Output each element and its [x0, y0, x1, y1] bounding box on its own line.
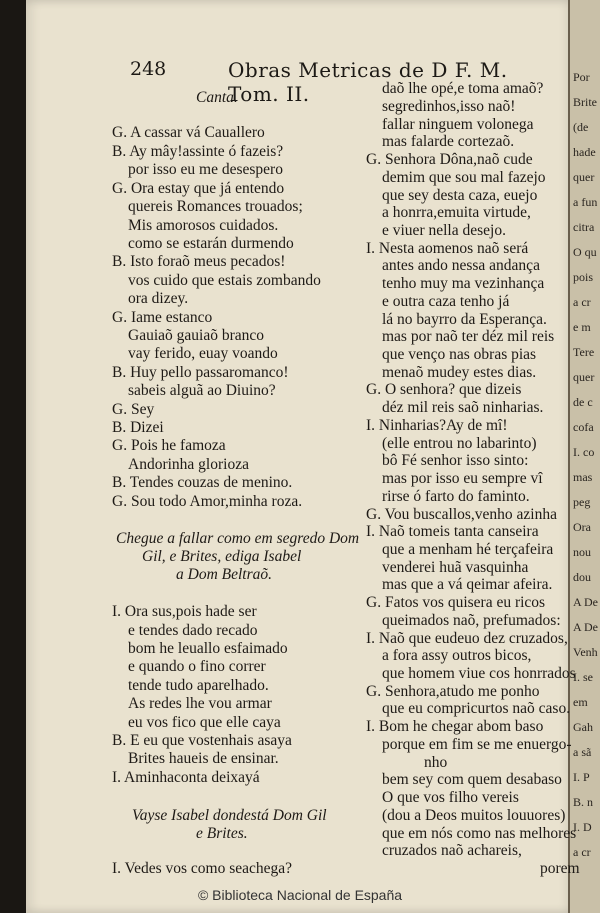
verse-line: demim que sou mal fazejo	[382, 169, 546, 186]
copyright-footer: © Biblioteca Nacional de España	[197, 887, 403, 903]
verse-line: Andorinha glorioza	[128, 456, 249, 473]
verse-line: venderei huã vasquinha	[382, 559, 529, 576]
verse-line: quereis Romances trouados;	[128, 198, 303, 215]
verse-line: I. Nesta aomenos naõ será	[366, 240, 529, 257]
verse-line: e tendes dado recado	[128, 622, 258, 639]
verse-line: a Dom Beltraõ.	[176, 566, 273, 583]
adjacent-page-fragment: I. D	[573, 820, 592, 834]
verse-line: G. A cassar vá Cauallero	[112, 124, 265, 141]
verse-line: daõ lhe opé,e toma amaõ?	[382, 80, 544, 97]
verse-line: tende tudo aparelhado.	[128, 677, 269, 694]
adjacent-page-fragment: A De	[573, 595, 598, 609]
verse-line: mas por isso eu sempre vî	[382, 470, 543, 487]
adjacent-page-fragment: cofa	[573, 420, 594, 434]
verse-line: e viuer nella desejo.	[382, 222, 506, 239]
verse-line: bom he leuallo esfaimado	[128, 640, 288, 657]
verse-line: B. Isto foraõ meus pecados!	[112, 253, 286, 270]
verse-line: Mis amorosos cuidados.	[128, 217, 279, 234]
verse-line: e outra caza tenho já	[382, 293, 510, 310]
verse-line: e Brites.	[196, 825, 248, 842]
verse-line: bem sey com quem desabaso	[382, 771, 562, 788]
adjacent-page-fragment: a sã	[573, 745, 592, 759]
verse-line: fallar ninguem volonega	[382, 116, 534, 133]
adjacent-page-fragment: A De	[573, 620, 598, 634]
verse-line: As redes lhe vou armar	[128, 695, 272, 712]
verse-line: que a menham hé terçafeira	[382, 541, 554, 558]
verse-line: mas por naõ ter déz mil reis	[382, 328, 555, 345]
verse-line: sabeis alguã ao Diuino?	[128, 382, 276, 399]
adjacent-page-fragment: Brite	[573, 95, 597, 109]
adjacent-page-fragment: Venh	[573, 645, 598, 659]
verse-line: eu vos fico que elle caya	[128, 714, 281, 731]
verse-line: Brites haueis de ensinar.	[128, 750, 279, 767]
verse-line: O que vos filho vereis	[382, 789, 519, 806]
verse-line: antes ando nessa andança	[382, 257, 540, 274]
verse-line: (elle entrou no labarinto)	[382, 435, 537, 452]
verse-line: rirse ó farto do faminto.	[382, 488, 530, 505]
adjacent-page-fragment: a cr	[573, 845, 591, 859]
verse-line: porem	[540, 860, 580, 877]
verse-line: que em nós como nas melhores	[382, 825, 577, 842]
adjacent-page-fragment: nou	[573, 545, 591, 559]
adjacent-page-fragment: peg	[573, 495, 591, 509]
verse-line: B. Ay mây!assinte ó fazeis?	[112, 143, 284, 160]
adjacent-page-fragment: mas	[573, 470, 593, 484]
verse-line: I. Aminhaconta deixayá	[112, 769, 260, 786]
verse-line: segredinhos,isso naõ!	[382, 98, 516, 115]
adjacent-page-fragment: Tere	[573, 345, 595, 359]
verse-line: vos cuido que estais zombando	[128, 272, 321, 289]
verse-line: Gil, e Brites, ediga Isabel	[142, 548, 302, 565]
adjacent-page-fragment: dou	[573, 570, 591, 584]
adjacent-page-fragment: a cr	[573, 295, 591, 309]
verse-line: que sey desta caza, euejo	[382, 187, 538, 204]
adjacent-page-fragment: B. n	[573, 795, 594, 809]
verse-line: Canta.	[196, 89, 238, 106]
verse-line: I. Bom he chegar abom baso	[366, 718, 544, 735]
adjacent-page-fragment: em	[573, 695, 588, 709]
verse-line: Chegue a fallar como em segredo Dom	[116, 530, 360, 547]
adjacent-page-fragment: hade	[573, 145, 596, 159]
verse-line: a honrra,emuita virtude,	[382, 204, 531, 221]
verse-line: G. Sey	[112, 401, 155, 418]
verse-line: e quando o fino correr	[128, 658, 266, 675]
verse-line: Gauiaõ gauiaõ branco	[128, 327, 264, 344]
verse-line: vay ferido, euay voando	[128, 345, 278, 362]
verse-line: G. O senhora? que dizeis	[366, 381, 522, 398]
verse-line: porque em fim se me enuergo-	[382, 736, 572, 753]
verse-line: I. Ninharias?Ay de mî!	[366, 417, 508, 434]
verse-line: I. Vedes vos como seachega?	[112, 860, 293, 877]
verse-line: queimados naõ, prefumados:	[382, 612, 561, 629]
verse-line: que venço nas obras pias	[382, 346, 537, 363]
verse-line: déz mil reis saõ ninharias.	[382, 399, 544, 416]
verse-line: I. Naõ que eudeuo dez cruzados,	[366, 630, 568, 647]
adjacent-page-fragment: citra	[573, 220, 595, 234]
adjacent-page-fragment: a fun	[573, 195, 598, 209]
verse-line: lá no bayrro da Esperança.	[382, 311, 547, 328]
verse-line: I. Ora sus,pois hade ser	[112, 603, 257, 620]
verse-line: que homem viue cos honrrados	[382, 665, 576, 682]
verse-line: bô Fé senhor isso sinto:	[382, 452, 529, 469]
running-title: Obras Metricas de D F. M. Tom. II.	[228, 58, 508, 106]
adjacent-page-fragment: Gah	[573, 720, 593, 734]
verse-line: G. Senhora Dôna,naõ cude	[366, 151, 533, 168]
verse-line: cruzados naõ achareis,	[382, 842, 522, 859]
verse-line: G. Senhora,atudo me ponho	[366, 683, 540, 700]
verse-line: B. Dizei	[112, 419, 164, 436]
page-number: 248	[130, 58, 167, 80]
adjacent-page-fragment: e m	[573, 320, 591, 334]
adjacent-page-fragment: I. P	[573, 770, 590, 784]
verse-line: G. Ora estay que já entendo	[112, 180, 285, 197]
verse-line: G. Fatos vos quisera eu ricos	[366, 594, 546, 611]
verse-line: B. Huy pello passaromanco!	[112, 364, 289, 381]
adjacent-page-fragment: I. se	[573, 670, 593, 684]
verse-line: G. Sou todo Amor,minha roza.	[112, 493, 303, 510]
adjacent-page-edge	[568, 0, 600, 913]
adjacent-page-fragment: I. co	[573, 445, 595, 459]
verse-line: a fora assy outros bicos,	[382, 647, 532, 664]
verse-line: G. Vou buscallos,venho azinha	[366, 506, 557, 523]
adjacent-page-fragment: Por	[573, 70, 590, 84]
verse-line: nho	[424, 754, 448, 771]
verse-line: (dou a Deos muitos louuores)	[382, 807, 566, 824]
verse-line: B. E eu que vostenhais asaya	[112, 732, 292, 749]
verse-line: B. Tendes couzas de menino.	[112, 474, 293, 491]
adjacent-page-fragment: quer	[573, 170, 595, 184]
verse-line: menaõ mudey estes dias.	[382, 364, 537, 381]
adjacent-page-fragment: quer	[573, 370, 595, 384]
verse-line: que eu compricurtos naõ caso.	[382, 700, 571, 717]
verse-line: mas falarde cortezaõ.	[382, 133, 515, 150]
adjacent-page-fragment: O qu	[573, 245, 597, 259]
verse-line: tenho muy ma vezinhança	[382, 275, 545, 292]
verse-line: G. Pois he famoza	[112, 437, 226, 454]
verse-line: ora dizey.	[128, 290, 189, 307]
verse-line: mas que a vá qeimar afeira.	[382, 576, 553, 593]
verse-line: Vayse Isabel dondestá Dom Gil	[132, 807, 327, 824]
adjacent-page-fragment: de c	[573, 395, 593, 409]
adjacent-page-fragment: Ora	[573, 520, 591, 534]
adjacent-page-fragment: pois	[573, 270, 594, 284]
verse-line: como se estarán durmendo	[128, 235, 294, 252]
verse-line: por isso eu me desespero	[128, 161, 283, 178]
verse-line: I. Naõ tomeis tanta canseira	[366, 523, 539, 540]
verse-line: G. Iame estanco	[112, 309, 213, 326]
adjacent-page-fragment: (de	[573, 120, 589, 134]
